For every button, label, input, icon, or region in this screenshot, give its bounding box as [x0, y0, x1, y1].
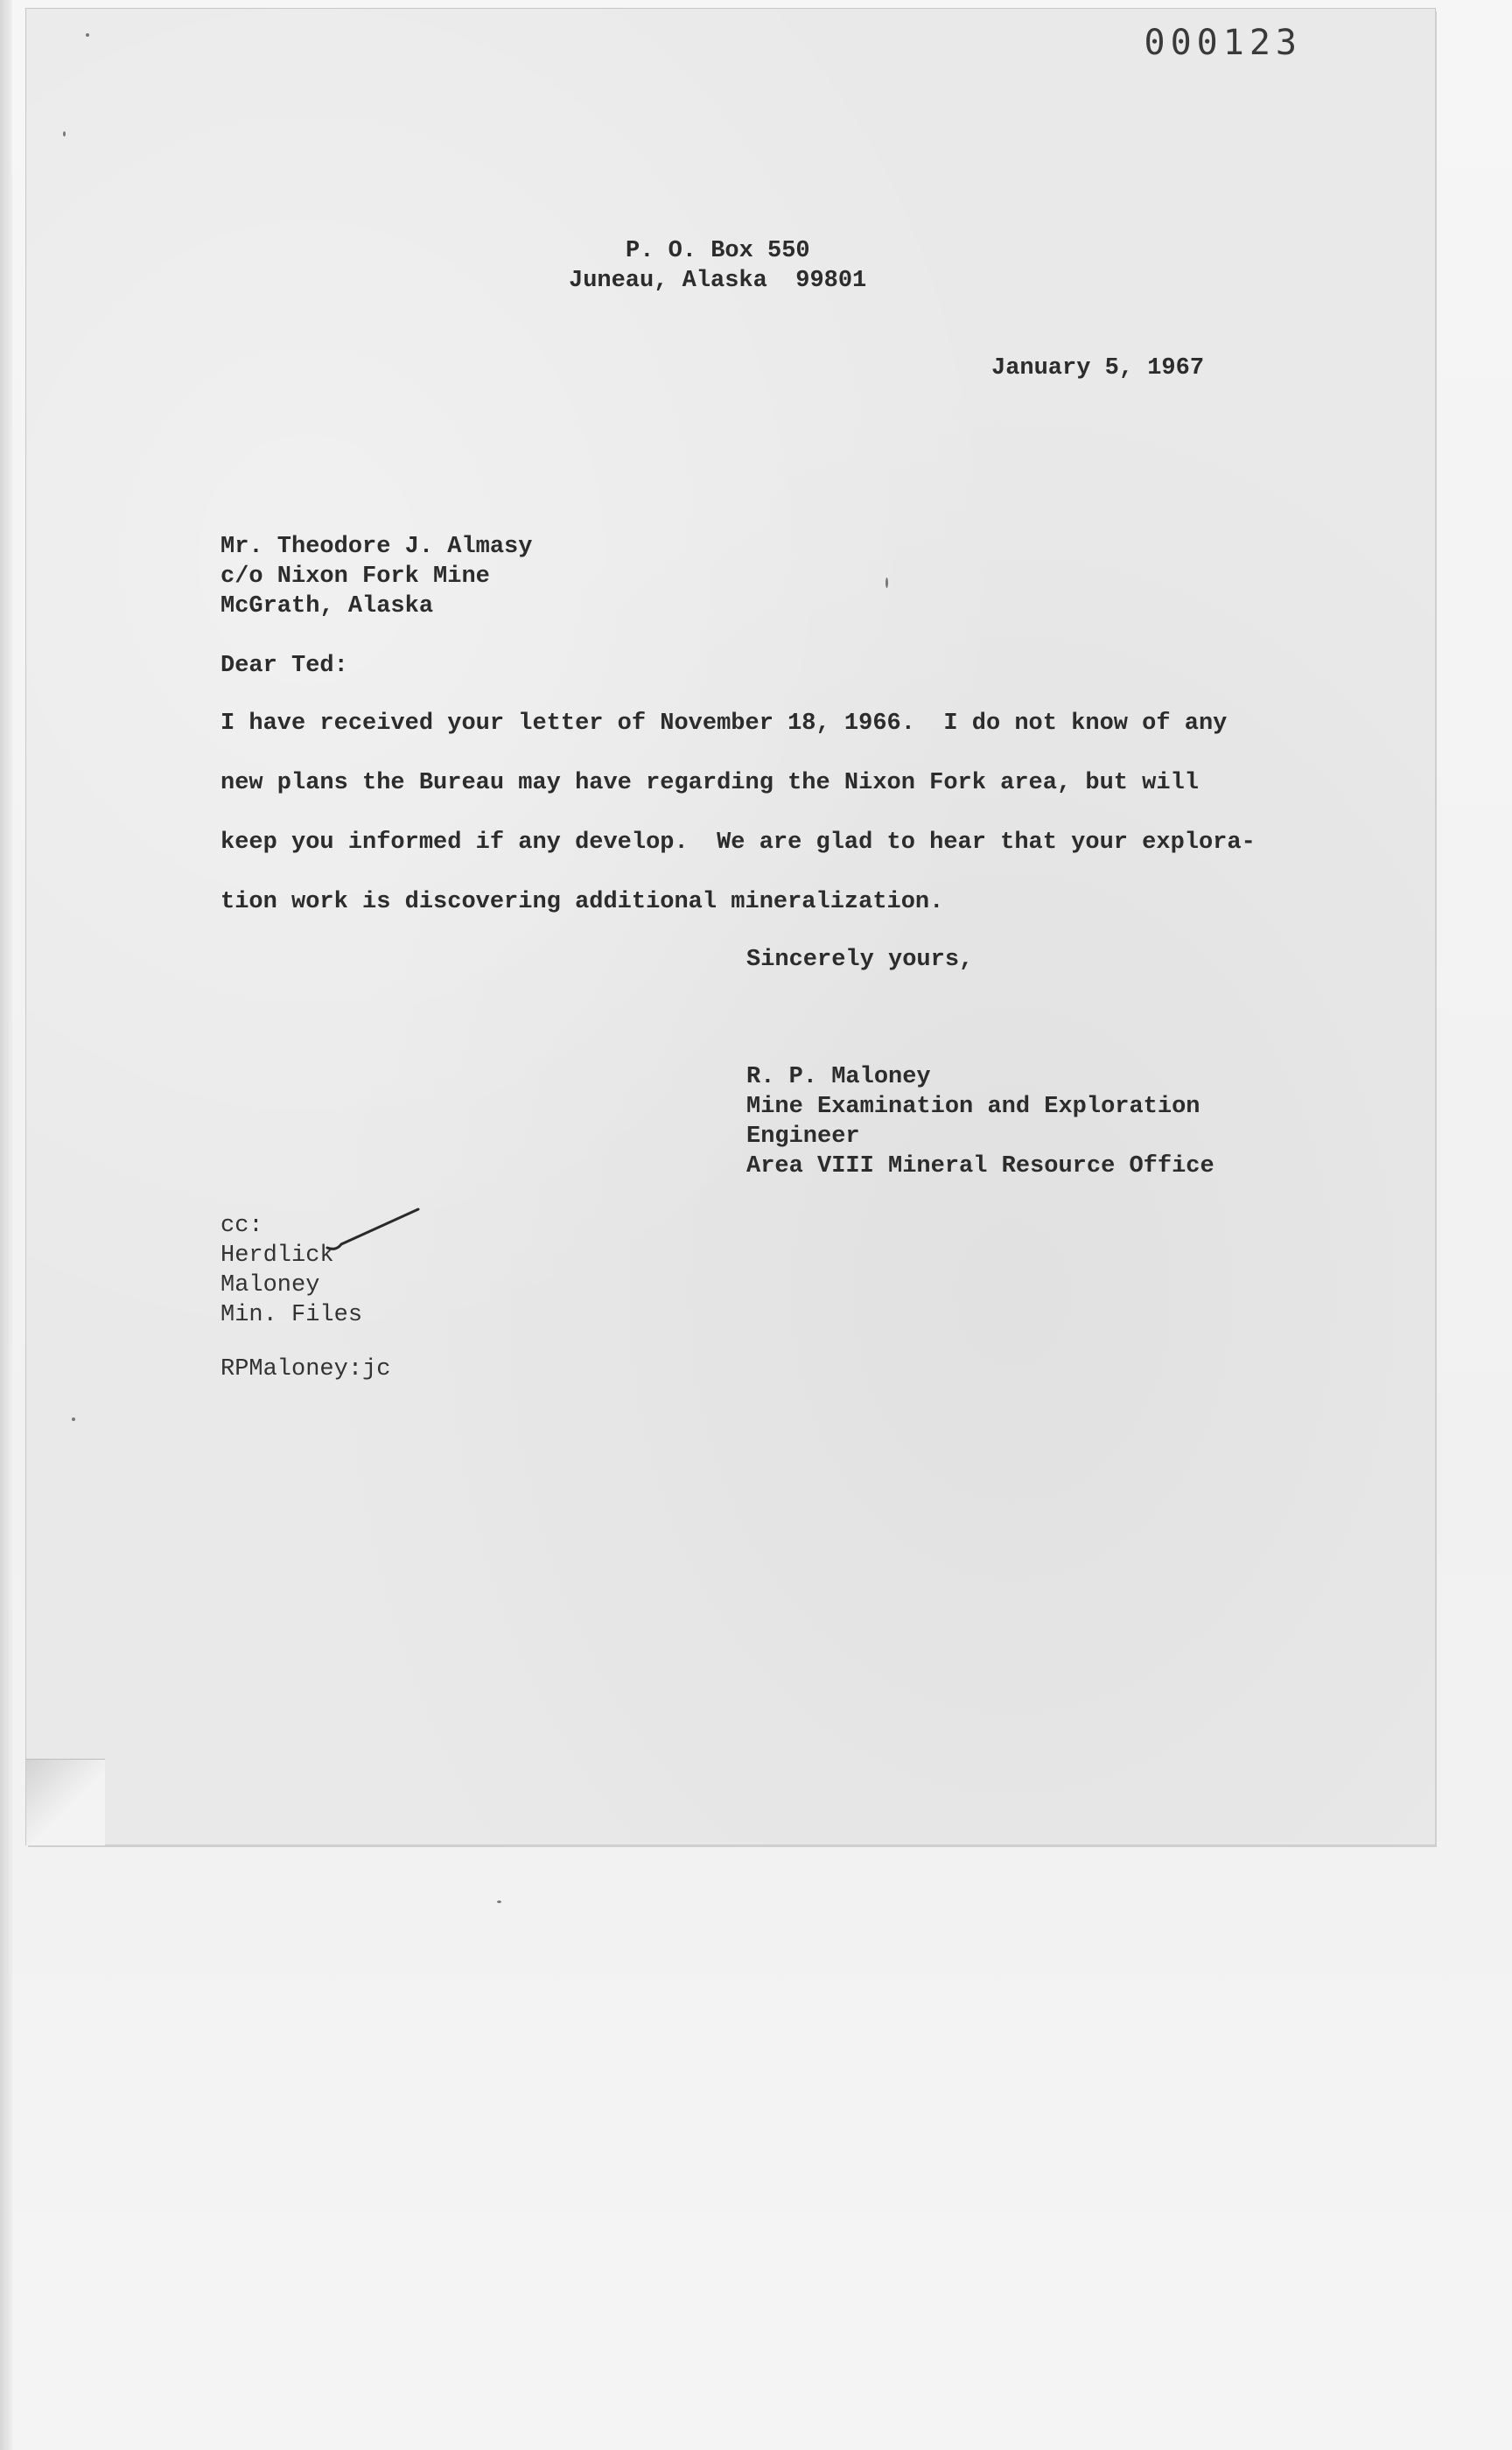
signature-block	[746, 1062, 1214, 1181]
scan-speck	[497, 1900, 501, 1903]
signer-office: Area VIII Mineral Resource Office	[746, 1153, 1214, 1180]
cc-recipient: Maloney	[220, 1272, 320, 1298]
signer-title-2: Engineer	[746, 1124, 860, 1150]
recipient-name: Mr. Theodore J. Almasy	[220, 534, 533, 560]
body-line: keep you informed if any develop. We are glad to hear that your explora-	[220, 830, 1256, 856]
reference-initials: RPMaloney:jc	[220, 1356, 391, 1382]
recipient-line-3: McGrath, Alaska	[220, 593, 434, 620]
closing: Sincerely yours,	[746, 947, 974, 973]
salutation: Dear Ted:	[220, 653, 348, 679]
body-line: new plans the Bureau may have regarding the Nixon Fork area, but will	[220, 770, 1199, 796]
letterhead-address-line-2: Juneau, Alaska 99801	[569, 268, 867, 294]
recipient-line-2: c/o Nixon Fork Mine	[220, 564, 490, 590]
body-line: tion work is discovering additional mineralization.	[220, 889, 944, 915]
scan-speck	[63, 131, 66, 136]
letter-date: January 5, 1967	[991, 355, 1205, 382]
cc-recipient: Herdlick	[220, 1242, 334, 1269]
body-line: I have received your letter of November 18, 1966. I do not know of any	[220, 710, 1228, 737]
scan-speck	[72, 1418, 75, 1421]
recipient-address	[220, 532, 532, 621]
scan-left-edge	[0, 0, 12, 2450]
document-page-number: 000123	[1144, 23, 1302, 63]
check-mark-icon	[324, 1206, 420, 1258]
scan-speck	[886, 578, 888, 588]
signer-title-1: Mine Examination and Exploration	[746, 1094, 1200, 1120]
cc-label: cc:	[220, 1213, 263, 1239]
folded-corner	[26, 1759, 105, 1845]
signer-name: R. P. Maloney	[746, 1064, 931, 1090]
cc-recipient: Min. Files	[220, 1302, 363, 1328]
letterhead-address-line-1: P. O. Box 550	[626, 238, 810, 264]
scan-speck	[86, 33, 89, 37]
